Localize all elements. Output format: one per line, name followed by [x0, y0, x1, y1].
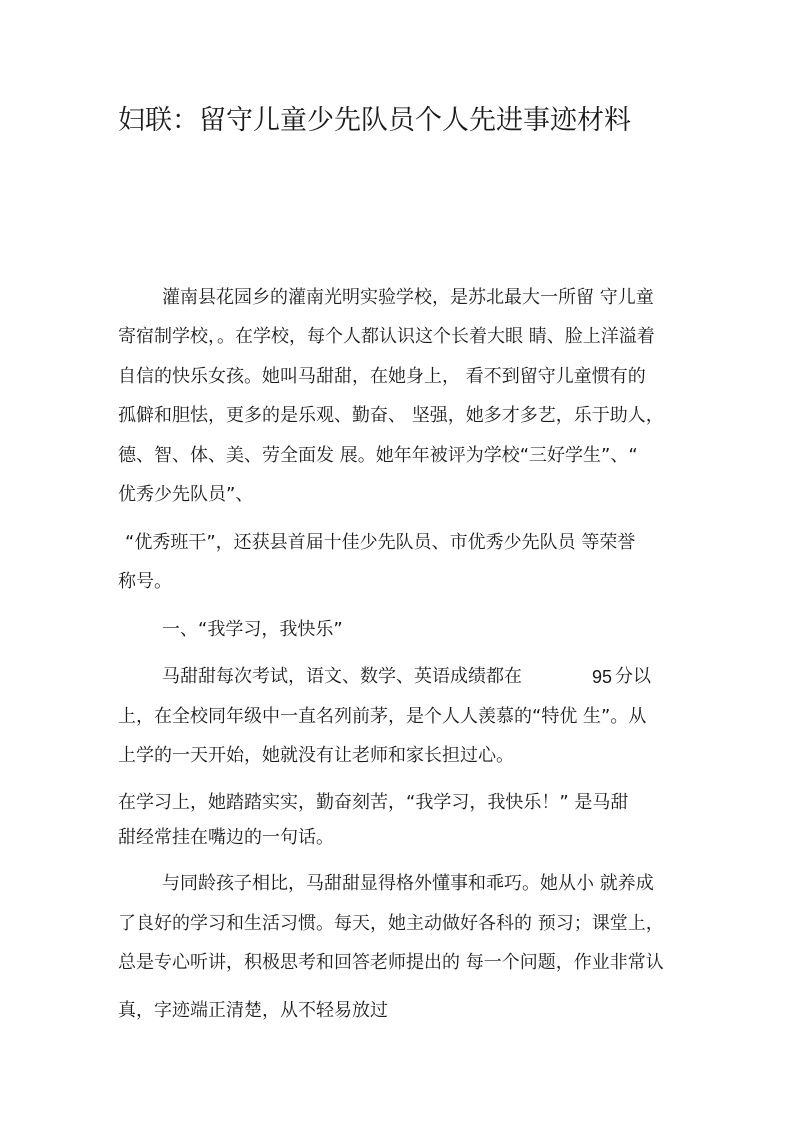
paragraph-line: 真，字迹端正清楚，从不轻易放过: [118, 1000, 388, 1021]
paragraph-line: 优秀少先队员”、: [118, 484, 254, 505]
paragraph-line: 了良好的学习和生活习惯。每天，她主动做好各科的 预习；课堂上，: [118, 913, 664, 934]
paragraph-line: 称号。: [118, 571, 172, 592]
paragraph-line: 马甜甜每次考试，语文、数学、英语成绩都在: [162, 666, 522, 687]
paragraph-line: 自信的快乐女孩。她叫马甜甜，在她身上， 看不到留守儿童惯有的: [118, 366, 646, 387]
paragraph-line: 上，在全校同年级中一直名列前茅，是个人人羡慕的“特优 生”。从: [118, 706, 647, 727]
paragraph-line: 上学的一天开始，她就没有让老师和家长担过心。: [118, 745, 514, 766]
paragraph-line: 甜经常挂在嘴边的一句话。: [118, 827, 334, 848]
section-heading: 一、“我学习，我快乐”: [162, 619, 343, 640]
paragraph-line: 与同龄孩子相比，马甜甜显得格外懂事和乖巧。她从小 就养成: [162, 873, 654, 894]
score-value: 95: [592, 667, 613, 687]
document-title: 妇联：留守儿童少先队员个人先进事迹材料: [118, 105, 631, 136]
paragraph-line: 寄宿制学校，。在学校，每个人都认识这个长着大眼 睛、脸上洋溢着: [118, 326, 655, 347]
paragraph-line: 总是专心听讲，积极思考和回答老师提出的 每一个问题，作业非常认: [118, 952, 664, 973]
paragraph-line: “优秀班干”，还获县首届十佳少先队员、市优秀少先队员 等荣誉: [125, 532, 636, 553]
paragraph-line: 孤僻和胆怯，更多的是乐观、勤奋、 坚强，她多才多艺，乐于助人，: [118, 405, 664, 426]
paragraph-line: 灌南县花园乡的灌南光明实验学校，是苏北最大一所留 守儿童: [162, 287, 654, 308]
score-suffix: 分以: [615, 666, 651, 687]
paragraph-line: 在学习上，她踏踏实实，勤奋刻苦，“我学习，我快乐！” 是马甜: [118, 792, 629, 813]
paragraph-line: 德、智、体、美、劳全面发 展。她年年被评为学校“三好学生”、“: [118, 445, 638, 466]
